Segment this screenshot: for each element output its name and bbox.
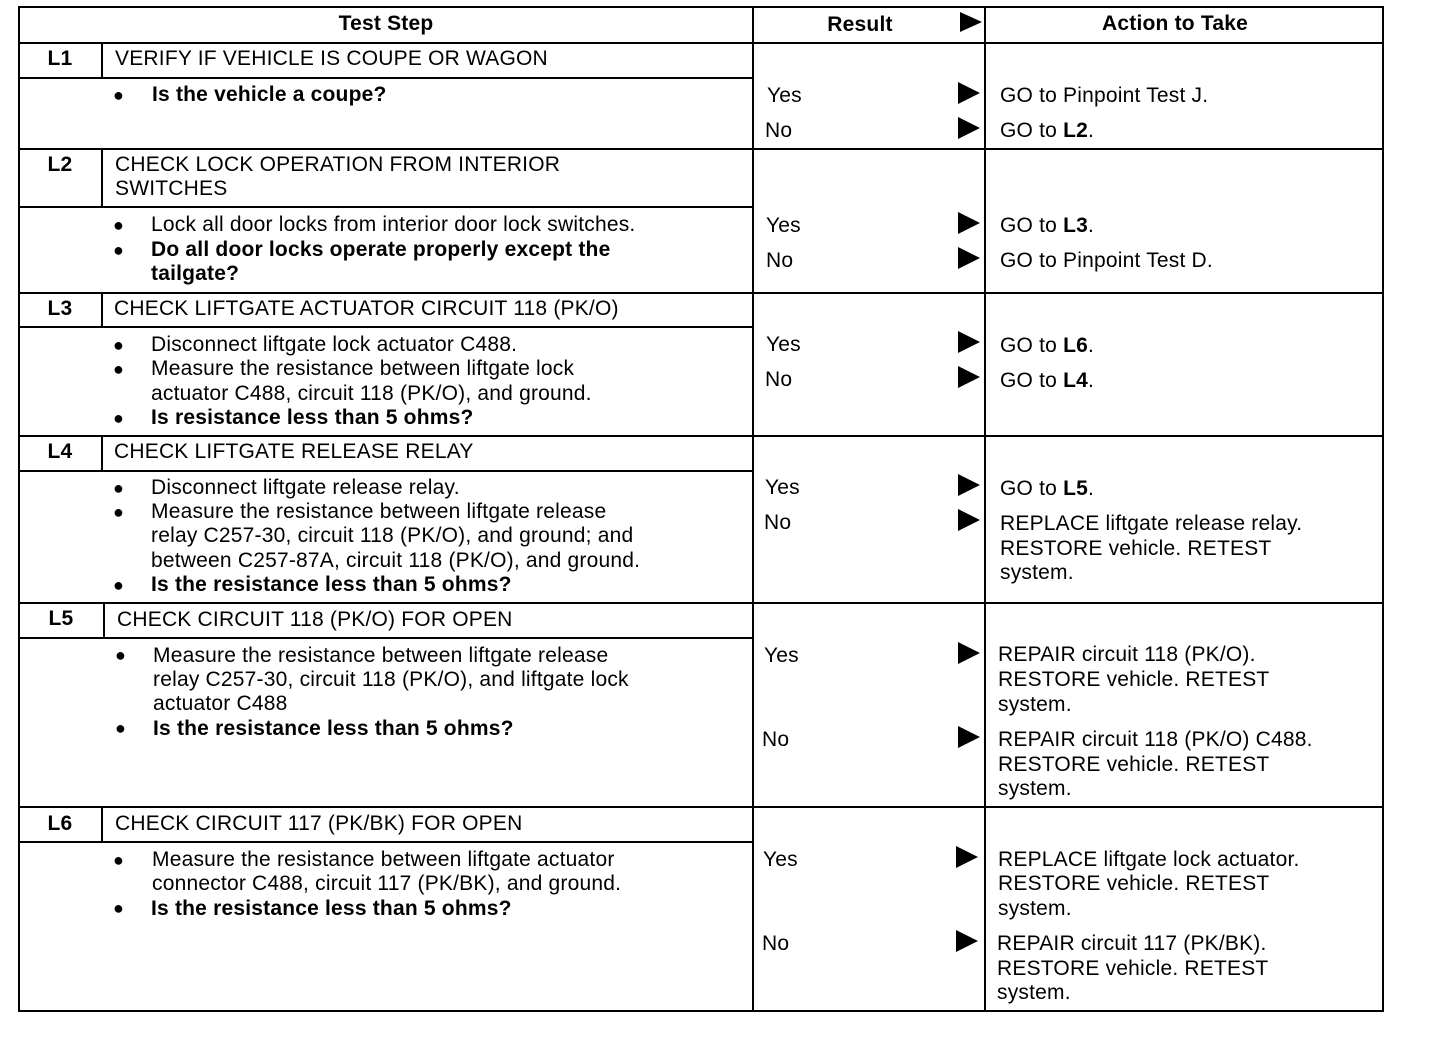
result-label: Yes [764,644,799,667]
action-text: REPAIR circuit 118 (PK/O) C488. [998,728,1313,751]
step-title: CHECK CIRCUIT 118 (PK/O) FOR OPEN [117,608,513,631]
step-bullet: Disconnect liftgate lock actuator C488. [151,333,518,356]
result-arrow-icon [958,331,980,353]
bullet-icon: ● [113,502,124,522]
action-text: RESTORE vehicle. RETEST [998,668,1270,691]
action-text: GO to Pinpoint Test D. [1000,249,1213,272]
result-arrow-icon [958,366,980,388]
action-text: GO to L4. [1000,369,1095,392]
result-arrow-icon [958,474,980,496]
step-bullet: actuator C488 [153,692,288,715]
bullet-icon: ● [113,359,124,379]
title-line-l4 [18,470,754,472]
step-title: CHECK LIFTGATE RELEASE RELAY [114,440,474,463]
id-sep-l1 [101,42,103,79]
step-id: L6 [47,812,73,835]
step-bullet: Is the resistance less than 5 ohms? [153,717,514,740]
step-id: L1 [47,47,73,70]
bullet-icon: ● [113,408,124,428]
step-title: SWITCHES [115,177,228,200]
bullet-icon: ● [115,645,126,665]
result-label: No [765,119,793,142]
bullet-icon: ● [113,898,124,918]
header-action: Action to Take [1102,12,1248,35]
action-text: RESTORE vehicle. RETEST [998,753,1270,776]
bullet-icon: ● [115,718,126,738]
title-line-l1 [18,77,754,79]
action-text: system. [998,897,1072,920]
action-text: GO to L3. [1000,214,1095,237]
divider-action [984,6,986,1012]
step-bullet: Measure the resistance between liftgate release [151,500,607,523]
action-text: GO to L2. [1000,119,1095,142]
step-id: L2 [47,153,73,176]
action-text: GO to L5. [1000,477,1095,500]
bullet-icon: ● [113,85,124,105]
result-label: Yes [766,214,801,237]
result-label: No [766,249,794,272]
step-id: L3 [47,297,73,320]
bullet-icon: ● [113,240,124,260]
step-bullet: Is the resistance less than 5 ohms? [151,573,512,596]
step-title: CHECK LOCK OPERATION FROM INTERIOR [115,153,561,176]
result-label: No [762,728,790,751]
step-id: L4 [47,440,73,463]
row-divider-l5 [18,602,1384,604]
id-sep-l3 [101,292,103,328]
step-bullet: Is the vehicle a coupe? [152,83,387,106]
bullet-icon: ● [113,335,124,355]
title-line-l6 [18,841,754,843]
step-bullet: actuator C488, circuit 118 (PK/O), and ground. [151,382,592,405]
id-sep-l4 [101,435,103,472]
action-text: RESTORE vehicle. RETEST [997,957,1269,980]
action-text: RESTORE vehicle. RETEST [1000,537,1272,560]
step-id: L5 [48,607,74,630]
step-title: VERIFY IF VEHICLE IS COUPE OR WAGON [115,47,548,70]
action-text: RESTORE vehicle. RETEST [998,872,1270,895]
step-bullet: Lock all door locks from interior door lock switches. [151,213,636,236]
action-text: REPAIR circuit 118 (PK/O). [998,643,1256,666]
divider-result [752,6,754,1012]
result-label: No [765,368,793,391]
result-label: Yes [766,333,801,356]
action-text: system. [997,981,1071,1004]
result-arrow-icon [958,82,980,104]
header-test-step: Test Step [338,12,434,35]
result-label: Yes [765,476,800,499]
step-bullet: Disconnect liftgate release relay. [151,476,460,499]
bullet-icon: ● [113,215,124,235]
step-bullet: tailgate? [151,262,240,285]
result-arrow-icon [958,642,980,664]
row-divider-l3 [18,292,1384,294]
result-arrow-icon [958,726,980,748]
result-arrow-icon [958,117,980,139]
step-bullet: Measure the resistance between liftgate actuator [152,848,615,871]
id-sep-l6 [101,806,103,843]
step-title: CHECK CIRCUIT 117 (PK/BK) FOR OPEN [115,812,523,835]
header-result: Result [827,13,893,36]
action-text: system. [998,777,1072,800]
result-label: Yes [763,848,798,871]
step-bullet: connector C488, circuit 117 (PK/BK), and ground. [152,872,622,895]
action-text: GO to L6. [1000,334,1095,357]
result-arrow-icon [956,930,978,952]
result-arrow-icon [958,212,980,234]
result-label: Yes [767,84,802,107]
action-text: system. [1000,561,1074,584]
action-text: REPAIR circuit 117 (PK/BK). [997,932,1267,955]
result-label: No [764,511,792,534]
result-arrow-icon [958,509,980,531]
title-line-l3 [18,326,754,328]
step-bullet: Is the resistance less than 5 ohms? [151,897,512,920]
step-bullet: Measure the resistance between liftgate lock [151,357,575,380]
step-bullet: relay C257-30, circuit 118 (PK/O), and ground; and [151,524,634,547]
row-divider-l4 [18,435,1384,437]
step-bullet: Measure the resistance between liftgate release [153,644,609,667]
result-arrow-icon [956,846,978,868]
id-sep-l2 [101,148,103,208]
id-sep-l5 [103,602,105,639]
action-text: REPLACE liftgate release relay. [1000,512,1303,535]
action-text: GO to Pinpoint Test J. [1000,84,1209,107]
header-arrow-icon [960,12,982,32]
step-bullet: Do all door locks operate properly except the [151,238,611,261]
row-divider-l2 [18,148,1384,150]
step-title: CHECK LIFTGATE ACTUATOR CIRCUIT 118 (PK/O) [114,297,619,320]
bullet-icon: ● [113,575,124,595]
step-bullet: relay C257-30, circuit 118 (PK/O), and liftgate lock [153,668,629,691]
action-text: system. [998,693,1072,716]
result-label: No [762,932,790,955]
title-line-l5 [18,637,754,639]
bullet-icon: ● [113,478,124,498]
action-text: REPLACE liftgate lock actuator. [998,848,1300,871]
result-arrow-icon [958,247,980,269]
bullet-icon: ● [113,850,124,870]
step-bullet: between C257-87A, circuit 118 (PK/O), and ground. [151,549,641,572]
step-bullet: Is resistance less than 5 ohms? [151,406,474,429]
title-line-l2 [18,206,754,208]
header-divider [18,42,1384,44]
row-divider-l6 [18,806,1384,808]
